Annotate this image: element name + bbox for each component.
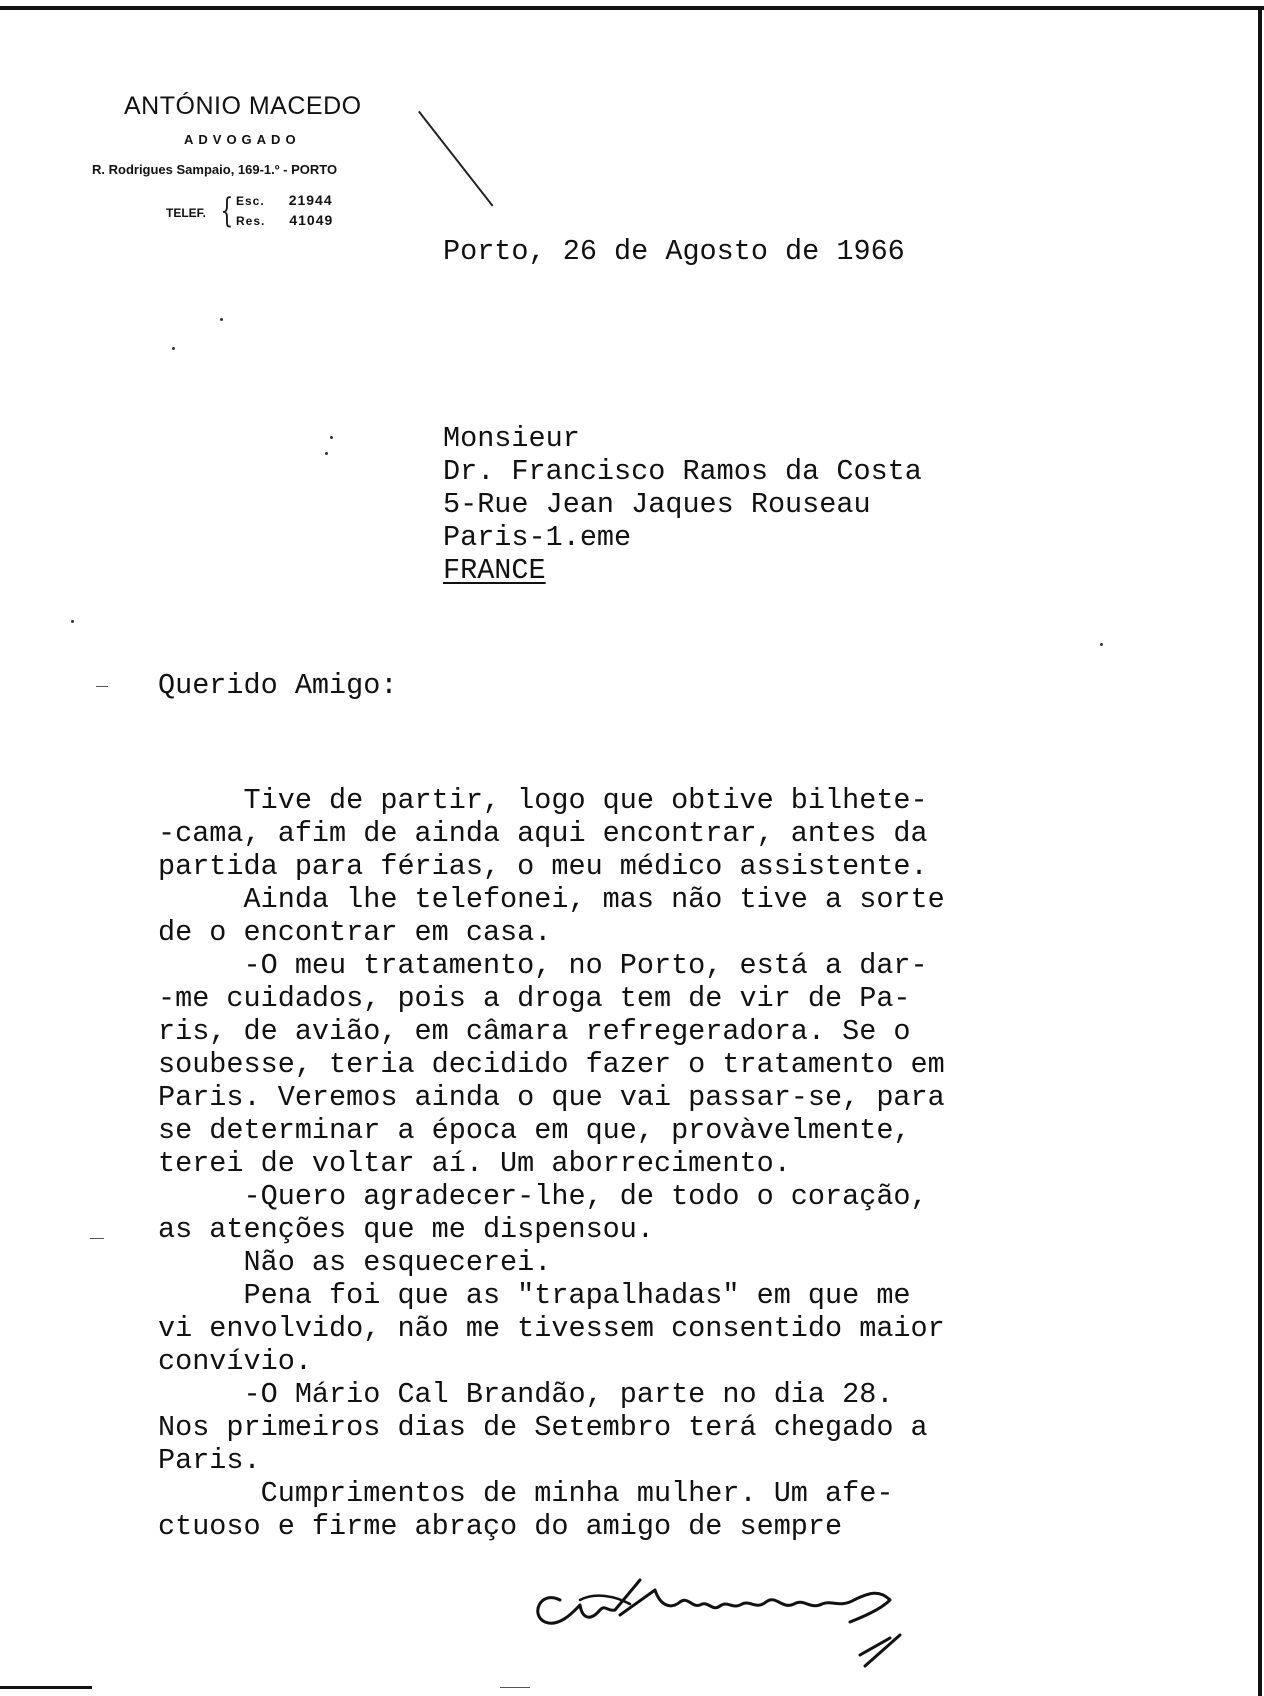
page-border-top <box>0 6 1264 10</box>
recipient-line: Monsieur <box>443 422 580 455</box>
ink-speck <box>325 452 328 455</box>
phone-type: Esc. <box>236 194 265 208</box>
letterhead-profession: ADVOGADO <box>184 132 301 147</box>
margin-mark <box>90 1238 104 1239</box>
salutation: Querido Amigo: <box>158 669 398 702</box>
recipient-line: 5-Rue Jean Jaques Rouseau <box>443 488 871 521</box>
letter-date: Porto, 26 de Agosto de 1966 <box>443 235 905 268</box>
ink-speck <box>71 620 74 623</box>
ink-speck <box>172 347 175 350</box>
phone-type: Res. <box>236 214 266 228</box>
letterhead-address: R. Rodrigues Sampaio, 169-1.º - PORTO <box>92 162 338 177</box>
body-line: Nos primeiros dias de Setembro terá chegado a <box>158 1411 928 1444</box>
margin-mark <box>96 686 108 687</box>
ink-speck <box>1100 643 1103 646</box>
letterhead-phone-block <box>166 192 426 236</box>
body-line: ctuoso e firme abraço do amigo de sempre <box>158 1510 843 1543</box>
body-line: -me cuidados, pois a droga tem de vir de Pa- <box>158 982 911 1015</box>
letterhead-name: ANTÓNIO MACEDO <box>124 92 362 120</box>
body-line: soubesse, teria decidido fazer o tratamento em <box>158 1048 945 1081</box>
body-line: Paris. <box>158 1444 261 1477</box>
body-line: -Quero agradecer-lhe, de todo o coração, <box>158 1180 928 1213</box>
body-line: -O meu tratamento, no Porto, está a dar- <box>158 949 928 982</box>
body-line: partida para férias, o meu médico assistente. <box>158 850 928 883</box>
letterhead-phone-label: TELEF. <box>166 206 207 220</box>
body-line: Tive de partir, logo que obtive bilhete- <box>158 784 928 817</box>
letterhead-phone-residence <box>236 212 333 228</box>
body-line: as atenções que me dispensou. <box>158 1213 654 1246</box>
body-line: convívio. <box>158 1345 312 1378</box>
letterhead-phone-office <box>236 192 333 208</box>
body-line: Ainda lhe telefonei, mas não tive a sorte <box>158 883 945 916</box>
ink-speck <box>330 436 333 439</box>
body-line: Pena foi que as "trapalhadas" em que me <box>158 1279 911 1312</box>
phone-number: 41049 <box>289 212 334 228</box>
ink-speck <box>220 318 223 321</box>
recipient-line: Paris-1.eme <box>443 521 632 554</box>
pen-stroke-mark <box>418 111 493 207</box>
body-line: Não as esquecerei. <box>158 1246 552 1279</box>
margin-mark <box>500 1687 530 1688</box>
recipient-country: FRANCE <box>443 554 546 587</box>
body-line: Paris. Veremos ainda o que vai passar-se, para <box>158 1081 945 1114</box>
brace-icon: { <box>220 191 234 231</box>
body-line: Cumprimentos de minha mulher. Um afe- <box>158 1477 894 1510</box>
body-line: -O Mário Cal Brandão, parte no dia 28. <box>158 1378 894 1411</box>
body-line: terei de voltar aí. Um aborrecimento. <box>158 1147 791 1180</box>
signature <box>520 1560 940 1690</box>
body-line: ris, de avião, em câmara refregeradora. Se o <box>158 1015 911 1048</box>
recipient-line: Dr. Francisco Ramos da Costa <box>443 455 922 488</box>
body-line: -cama, afim de ainda aqui encontrar, antes da <box>158 817 928 850</box>
body-line: de o encontrar em casa. <box>158 916 552 949</box>
page-border-bottom-left <box>0 1686 92 1689</box>
body-line: vi envolvido, não me tivessem consentido maior <box>158 1312 945 1345</box>
body-line: se determinar a época em que, provàvelmente, <box>158 1114 911 1147</box>
page-border-right <box>1258 6 1262 1696</box>
phone-number: 21944 <box>288 192 333 208</box>
